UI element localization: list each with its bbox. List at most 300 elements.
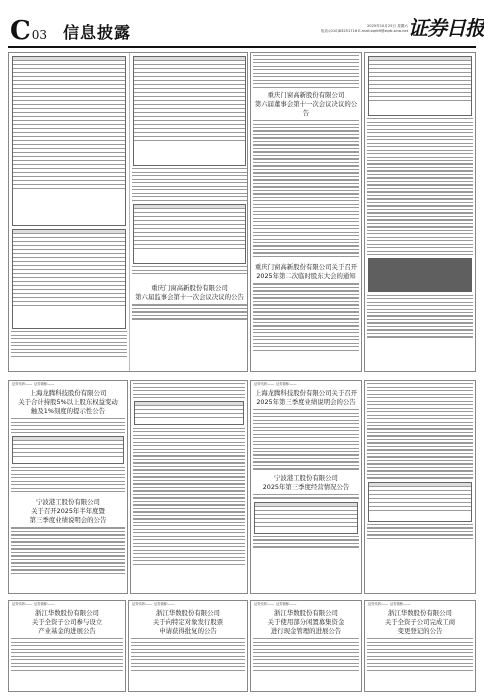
- body-text-line: [253, 186, 359, 187]
- body-text-line: [367, 312, 473, 313]
- body-text-line: [133, 553, 245, 554]
- body-text-line: [367, 326, 473, 327]
- body-text-line: [133, 525, 245, 526]
- body-text-line: [132, 179, 247, 180]
- body-text-line: [11, 538, 125, 539]
- body-text-line: [253, 346, 359, 347]
- body-text-line: [253, 256, 359, 257]
- body-text-line: [253, 214, 359, 215]
- body-text-line: [253, 546, 359, 547]
- body-text-line: [11, 418, 125, 419]
- body-text-line: [253, 151, 359, 152]
- body-text-line: [253, 332, 359, 333]
- body-text-line: [133, 508, 245, 509]
- stock-code-line: 证券代码:—— 证券简称:——: [12, 602, 55, 606]
- body-text-line: [253, 494, 359, 495]
- body-text-line: [11, 541, 125, 542]
- section-letter: C: [10, 16, 31, 46]
- body-text-line: [367, 233, 473, 234]
- body-text-line: [253, 666, 359, 667]
- body-text-line: [133, 550, 245, 551]
- body-text-line: [367, 319, 473, 320]
- body-text-line: [253, 162, 359, 163]
- body-text-line: [367, 477, 473, 478]
- body-text-line: [133, 515, 245, 516]
- body-text-line: [131, 670, 245, 671]
- announcement-block-top-middle: [250, 52, 362, 372]
- body-text-line: [367, 136, 473, 137]
- body-text-line: [367, 390, 473, 391]
- body-text-line: [132, 273, 247, 274]
- body-text-line: [367, 322, 473, 323]
- body-text-line: [11, 645, 123, 646]
- body-text-line: [367, 428, 473, 429]
- body-text-line: [367, 298, 473, 299]
- body-text-line: [133, 480, 245, 481]
- body-text-line: [367, 538, 473, 539]
- body-text-line: [367, 160, 473, 161]
- data-table: [12, 56, 126, 226]
- body-text-line: [253, 87, 359, 88]
- announcement-title: 浙江华数股份有限公司 关于全资子公司完成工商 变更登记的公告: [384, 609, 456, 635]
- body-text-line: [133, 546, 245, 547]
- body-text-line: [253, 245, 359, 246]
- body-text-line: [367, 226, 473, 227]
- body-text-line: [253, 120, 359, 121]
- body-text-line: [367, 209, 473, 210]
- body-text-line: [253, 207, 359, 208]
- body-text-line: [133, 473, 245, 474]
- body-text-line: [367, 184, 473, 185]
- body-text-line: [367, 397, 473, 398]
- body-text-line: [11, 652, 123, 653]
- body-text-line: [253, 169, 359, 170]
- body-text-line: [367, 219, 473, 220]
- body-text-line: [367, 237, 473, 238]
- body-text-line: [367, 435, 473, 436]
- body-text-line: [253, 228, 359, 229]
- body-text-line: [133, 438, 245, 439]
- announcement-title: 上海龙腾科技股份有限公司 关于合计持股5%以上股东权益变动 触及1%刻度的提示性公告: [18, 389, 118, 415]
- table-row: [13, 457, 123, 461]
- body-text-line: [253, 423, 359, 424]
- body-text-line: [11, 638, 123, 639]
- body-text-line: [253, 638, 359, 639]
- body-text-line: [367, 244, 473, 245]
- header-info: [278, 24, 408, 34]
- body-text-line: [367, 170, 473, 171]
- body-text-line: [133, 435, 245, 436]
- body-text-line: [367, 638, 473, 639]
- body-text-line: [131, 645, 245, 646]
- body-text-line: [253, 451, 359, 452]
- body-text-line: [367, 230, 473, 231]
- data-table: [134, 401, 244, 425]
- body-text-line: [367, 425, 473, 426]
- body-text-line: [253, 663, 359, 664]
- body-text-line: [253, 645, 359, 646]
- body-text-line: [367, 247, 473, 248]
- table-row: [135, 418, 243, 422]
- body-text-line: [253, 343, 359, 344]
- body-text-line: [367, 394, 473, 395]
- body-text-line: [133, 557, 245, 558]
- body-text-line: [367, 404, 473, 405]
- body-text-line: [11, 470, 125, 471]
- stock-code-line: 证券代码:—— 证券简称:——: [368, 602, 411, 606]
- announcement-block-top-right: [364, 52, 476, 372]
- body-text-line: [367, 129, 473, 130]
- body-text-line: [367, 191, 473, 192]
- body-text-line: [253, 134, 359, 135]
- body-text-line: [253, 497, 359, 498]
- body-text-line: [367, 645, 473, 646]
- page-header: [0, 0, 484, 48]
- body-text-line: [253, 59, 359, 60]
- body-text-line: [132, 266, 247, 267]
- body-text-line: [253, 176, 359, 177]
- body-text-line: [253, 461, 359, 462]
- body-text-line: [253, 311, 359, 312]
- body-text-line: [367, 401, 473, 402]
- body-text-line: [133, 564, 245, 565]
- body-text-line: [367, 474, 473, 475]
- announcement-title: 浙江华数股份有限公司 关于全资子公司参与设立 产业基金的进展公告: [31, 609, 103, 635]
- body-text-line: [253, 211, 359, 212]
- body-text-line: [133, 390, 245, 391]
- body-text-line: [11, 467, 125, 468]
- body-text-line: [133, 504, 245, 505]
- body-text-line: [367, 309, 473, 310]
- body-text-line: [253, 232, 359, 233]
- body-text-line: [131, 649, 245, 650]
- body-text-line: [253, 283, 359, 284]
- body-text-line: [367, 315, 473, 316]
- stock-code-line: 证券代码:—— 证券简称:——: [254, 602, 297, 606]
- body-text-line: [253, 249, 359, 250]
- body-text-line: [367, 663, 473, 664]
- body-text-line: [11, 342, 127, 343]
- stock-code-line: 证券代码:—— 证券简称:——: [254, 382, 297, 386]
- body-text-line: [11, 559, 125, 560]
- section-heading: [10, 16, 131, 44]
- body-text-line: [11, 356, 127, 357]
- body-text-line: [133, 476, 245, 477]
- body-text-line: [133, 536, 245, 537]
- body-text-line: [253, 468, 359, 469]
- body-text-line: [253, 127, 359, 128]
- announcement-title: 浙江华数股份有限公司 关于使用部分闲置募集资金 进行现金管理的进展公告: [267, 609, 345, 635]
- body-text-line: [253, 437, 359, 438]
- body-text-line: [253, 287, 359, 288]
- body-text-line: [132, 182, 247, 183]
- body-text-line: [367, 336, 473, 337]
- body-text-line: [11, 670, 123, 671]
- body-text-line: [133, 469, 245, 470]
- body-text-line: [367, 383, 473, 384]
- body-text-line: [253, 197, 359, 198]
- body-text-line: [367, 153, 473, 154]
- body-text-line: [133, 397, 245, 398]
- announcement-block-mid-1: [8, 380, 128, 594]
- body-text-line: [253, 155, 359, 156]
- body-text-line: [11, 659, 123, 660]
- body-text-line: [133, 539, 245, 540]
- body-text-line: [253, 350, 359, 351]
- body-text-line: [11, 345, 127, 346]
- body-text-line: [367, 167, 473, 168]
- body-text-line: [132, 175, 247, 176]
- body-text-line: [253, 204, 359, 205]
- body-text-line: [253, 454, 359, 455]
- body-text-line: [253, 218, 359, 219]
- body-text-line: [133, 442, 245, 443]
- body-text-line: [253, 252, 359, 253]
- body-text-line: [253, 225, 359, 226]
- body-text-line: [367, 223, 473, 224]
- body-text-line: [367, 422, 473, 423]
- body-text-line: [133, 428, 245, 429]
- body-text-line: [133, 490, 245, 491]
- body-text-line: [253, 80, 359, 81]
- body-text-line: [253, 409, 359, 410]
- body-text-line: [132, 311, 247, 312]
- body-text-line: [11, 642, 123, 643]
- body-text-line: [253, 642, 359, 643]
- body-text-line: [253, 141, 359, 142]
- body-text-line: [11, 352, 127, 353]
- body-text-line: [367, 157, 473, 158]
- shaded-table: [368, 258, 472, 292]
- body-text-line: [133, 518, 245, 519]
- body-text-line: [132, 196, 247, 197]
- body-text-line: [367, 181, 473, 182]
- body-text-line: [131, 642, 245, 643]
- body-text-line: [11, 663, 123, 664]
- data-table: [133, 56, 246, 166]
- body-text-line: [367, 456, 473, 457]
- body-text-line: [11, 349, 127, 350]
- data-table: [368, 56, 472, 116]
- text-column: [129, 53, 248, 371]
- body-text-line: [11, 555, 125, 556]
- body-text-line: [253, 659, 359, 660]
- body-text-line: [253, 413, 359, 414]
- body-text-line: [253, 458, 359, 459]
- body-text-line: [132, 189, 247, 190]
- body-text-line: [367, 132, 473, 133]
- header-date: 2025年10月25日 星期六: [367, 24, 408, 28]
- body-text-line: [367, 442, 473, 443]
- body-text-line: [253, 76, 359, 77]
- announcement-title: 宁波港工股份有限公司 关于召开2025年半年度暨 第三季度业绩说明会的公告: [29, 498, 107, 525]
- body-text-line: [253, 318, 359, 319]
- body-text-line: [367, 240, 473, 241]
- body-text-line: [132, 318, 247, 319]
- body-text-line: [253, 416, 359, 417]
- body-text-line: [253, 315, 359, 316]
- body-text-line: [253, 294, 359, 295]
- body-text-line: [253, 308, 359, 309]
- body-text-line: [11, 491, 125, 492]
- body-text-line: [253, 536, 359, 537]
- body-text-line: [367, 534, 473, 535]
- announcement-block-bottom-2: [128, 600, 248, 692]
- body-text-line: [11, 331, 127, 332]
- body-text-line: [11, 566, 125, 567]
- body-text-line: [133, 455, 245, 456]
- body-text-line: [253, 444, 359, 445]
- body-text-line: [253, 420, 359, 421]
- body-text-line: [367, 524, 473, 525]
- body-text-line: [253, 290, 359, 291]
- body-text-line: [11, 545, 125, 546]
- body-text-line: [253, 242, 359, 243]
- body-text-line: [367, 408, 473, 409]
- body-text-line: [253, 301, 359, 302]
- body-text-line: [132, 168, 247, 169]
- body-text-line: [11, 562, 125, 563]
- body-text-line: [253, 543, 359, 544]
- body-text-line: [132, 304, 247, 305]
- body-text-line: [133, 497, 245, 498]
- body-text-line: [131, 656, 245, 657]
- body-text-line: [253, 179, 359, 180]
- body-text-line: [367, 139, 473, 140]
- announcement-title: 上海龙腾科技股份有限公司关于召开 2025年第三季度业绩说明会的公告: [254, 389, 358, 406]
- body-text-line: [367, 463, 473, 464]
- body-text-line: [253, 66, 359, 67]
- body-text-line: [132, 172, 247, 173]
- data-table: [12, 436, 124, 464]
- section-number: 03: [31, 28, 47, 42]
- body-text-line: [133, 483, 245, 484]
- body-text-line: [367, 652, 473, 653]
- body-text-line: [367, 470, 473, 471]
- body-text-line: [132, 315, 247, 316]
- body-text-line: [367, 302, 473, 303]
- body-text-line: [367, 411, 473, 412]
- body-text-line: [367, 125, 473, 126]
- body-text-line: [11, 477, 125, 478]
- body-text-line: [367, 150, 473, 151]
- announcement-block-mid-3: [250, 380, 362, 594]
- body-text-line: [133, 529, 245, 530]
- body-text-line: [253, 539, 359, 540]
- table-row: [369, 511, 471, 515]
- body-text-line: [367, 305, 473, 306]
- body-text-line: [367, 216, 473, 217]
- body-text-line: [253, 239, 359, 240]
- announcement-title: 重庆门窗高新股份有限公司 第六届监事会第十一次会议决议的公告: [135, 284, 244, 302]
- body-text-line: [132, 270, 247, 271]
- body-text-line: [253, 137, 359, 138]
- body-text-line: [253, 430, 359, 431]
- body-text-line: [253, 649, 359, 650]
- body-text-line: [133, 394, 245, 395]
- body-text-line: [133, 501, 245, 502]
- body-text-line: [11, 552, 125, 553]
- body-text-line: [11, 531, 125, 532]
- body-text-line: [253, 304, 359, 305]
- body-text-line: [11, 335, 127, 336]
- stock-code-line: 证券代码:—— 证券简称:——: [132, 602, 175, 606]
- body-text-line: [133, 487, 245, 488]
- body-text-line: [367, 453, 473, 454]
- body-text-line: [11, 573, 125, 574]
- announcement-title: 宁波港工股份有限公司 2025年第三季度经营情况公告: [262, 473, 350, 491]
- body-text-line: [133, 532, 245, 533]
- announcement-block-bottom-4: [364, 600, 476, 692]
- announcement-title: 重庆门窗高新股份有限公司关于召开 2025年第二次临时股东大会的通知: [254, 263, 358, 281]
- data-table: [368, 482, 472, 522]
- body-text-line: [133, 387, 245, 388]
- body-text-line: [253, 336, 359, 337]
- header-rule: [8, 46, 476, 48]
- body-text-line: [253, 670, 359, 671]
- stock-code-line: 证券代码:—— 证券简称:——: [12, 382, 55, 386]
- body-text-line: [253, 124, 359, 125]
- body-text-line: [131, 663, 245, 664]
- body-text-line: [132, 308, 247, 309]
- body-text-line: [367, 254, 473, 255]
- body-text-line: [253, 322, 359, 323]
- body-text-line: [131, 666, 245, 667]
- body-text-line: [133, 452, 245, 453]
- body-text-line: [253, 183, 359, 184]
- announcement-block-mid-2: [130, 380, 248, 594]
- body-text-line: [133, 466, 245, 467]
- masthead-logo: 证券日报: [408, 16, 484, 40]
- body-text-line: [367, 205, 473, 206]
- body-text-line: [133, 522, 245, 523]
- body-text-line: [132, 186, 247, 187]
- body-text-line: [367, 202, 473, 203]
- body-text-line: [367, 531, 473, 532]
- body-text-line: [253, 130, 359, 131]
- body-text-line: [367, 460, 473, 461]
- announcement-title: 重庆门窗高新股份有限公司 第六届董事会第十一次会议决议的公告: [254, 90, 358, 117]
- body-text-line: [367, 656, 473, 657]
- body-text-line: [11, 666, 123, 667]
- body-text-line: [367, 188, 473, 189]
- body-text-line: [367, 143, 473, 144]
- body-text-line: [367, 467, 473, 468]
- data-table: [12, 229, 126, 329]
- body-text-line: [253, 297, 359, 298]
- body-text-line: [253, 656, 359, 657]
- data-table: [254, 502, 358, 534]
- announcement-block-bottom-1: [8, 600, 126, 692]
- body-text-line: [11, 488, 125, 489]
- body-text-line: [11, 425, 125, 426]
- body-text-line: [253, 652, 359, 653]
- table-row: [13, 189, 125, 193]
- data-table: [133, 204, 246, 264]
- body-text-line: [133, 462, 245, 463]
- body-text-line: [131, 659, 245, 660]
- body-text-line: [367, 295, 473, 296]
- body-text-line: [253, 193, 359, 194]
- body-text-line: [253, 144, 359, 145]
- body-text-line: [132, 193, 247, 194]
- announcement-title: 浙江华数股份有限公司 关于向特定对象发行股票 申请获得批复的公告: [152, 609, 224, 635]
- body-text-line: [367, 527, 473, 528]
- body-text-line: [11, 656, 123, 657]
- body-text-line: [253, 339, 359, 340]
- body-text-line: [253, 69, 359, 70]
- body-text-line: [133, 494, 245, 495]
